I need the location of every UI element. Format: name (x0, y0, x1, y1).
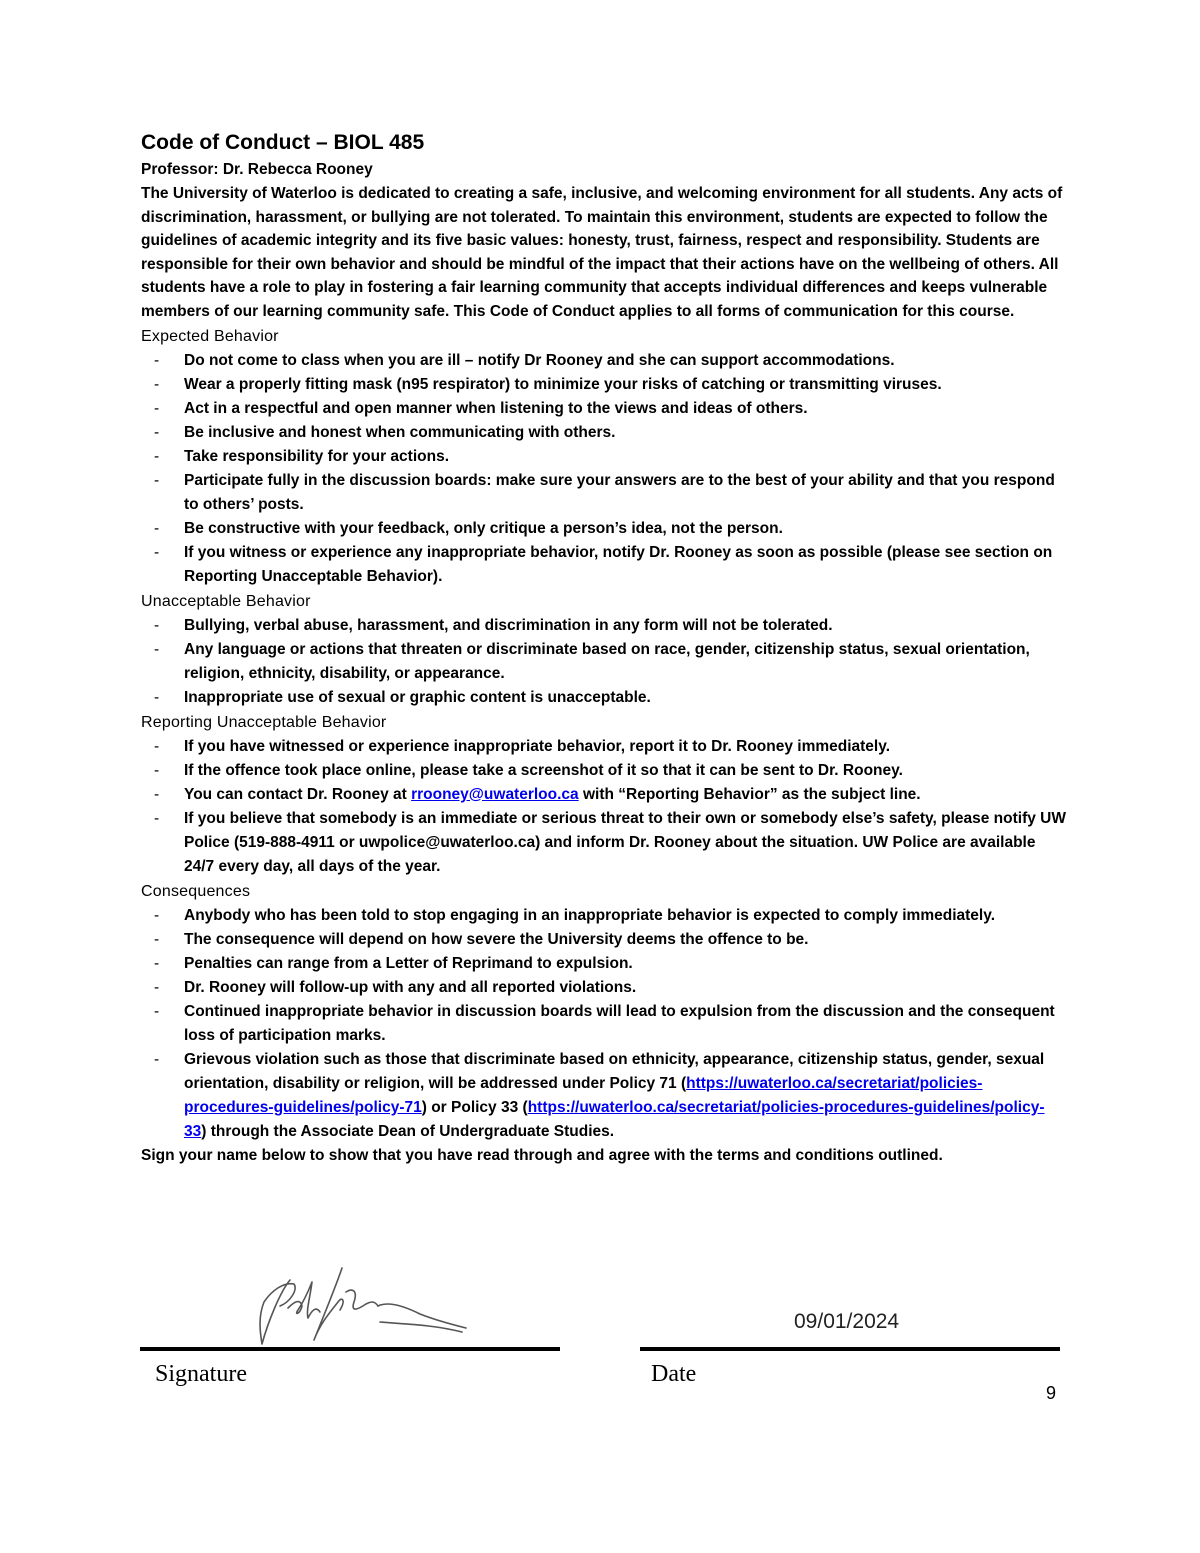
list-item (141, 904, 1066, 928)
list-item (141, 928, 1066, 952)
bullet-dash: - (154, 954, 160, 972)
list-item-text: Continued inappropriate behavior in discussion boards will lead to expulsion from the discussion and the consequent loss of participation marks. (184, 1002, 1055, 1044)
list-item-text: ) or Policy 33 ( (421, 1098, 528, 1116)
professor-line: Professor: Dr. Rebecca Rooney (141, 161, 373, 178)
bullet-dash: - (154, 1002, 160, 1020)
reporting-list (141, 735, 1066, 879)
list-item-text: If you witness or experience any inappropriate behavior, notify Dr. Rooney as soon as possible (please see section on Reporting Unacceptable Behavior). (184, 543, 1053, 585)
section-heading-unacceptable: Unacceptable Behavior (141, 592, 311, 610)
section-heading-expected: Expected Behavior (141, 327, 279, 345)
bullet-dash: - (154, 809, 160, 827)
bullet-dash: - (154, 616, 160, 634)
list-item (141, 421, 1066, 445)
bullet-dash: - (154, 471, 160, 489)
list-item (141, 807, 1066, 879)
handwritten-signature (250, 1262, 480, 1350)
list-item (141, 686, 1066, 710)
list-item (141, 614, 1066, 638)
list-item-text: Dr. Rooney will follow-up with any and all reported violations. (184, 978, 637, 996)
signed-date: 09/01/2024 (794, 1310, 900, 1333)
closing-instruction: Sign your name below to show that you have read through and agree with the terms and conditions outlined. (141, 1146, 943, 1164)
email-link[interactable]: rrooney@uwaterloo.ca (411, 785, 579, 803)
document-title: Code of Conduct – BIOL 485 (141, 131, 425, 154)
list-item-text: ) through the Associate Dean of Undergraduate Studies. (201, 1122, 615, 1140)
bullet-dash: - (154, 519, 160, 537)
list-item-text: Participate fully in the discussion boards: make sure your answers are to the best of your ability and that you respond to others’ posts. (184, 471, 1055, 513)
list-item-text: Anybody who has been told to stop engaging in an inappropriate behavior is expected to comply immediately. (184, 906, 996, 924)
bullet-dash: - (154, 543, 160, 561)
date-line (640, 1347, 1060, 1351)
list-item (141, 638, 1066, 686)
signature-label: Signature (155, 1361, 247, 1387)
bullet-dash: - (154, 1050, 160, 1068)
list-item (141, 1048, 1066, 1144)
bullet-dash: - (154, 423, 160, 441)
list-item (141, 1000, 1066, 1048)
list-item-text: If you have witnessed or experience inappropriate behavior, report it to Dr. Rooney immediately. (184, 737, 891, 755)
list-item-text: Penalties can range from a Letter of Reprimand to expulsion. (184, 954, 633, 972)
bullet-dash: - (154, 785, 160, 803)
list-item-text-before-email: You can contact Dr. Rooney at (184, 785, 412, 803)
consequences-list (141, 904, 1066, 1144)
intro-paragraph: The University of Waterloo is dedicated to creating a safe, inclusive, and welcoming environment for all students. Any acts of discrimination, harassment, or bullying are not tolerated. To maintain this environment, students are expected to follow the guidelines of academic integrity and its five basic values: honesty, trust, fairness, respect and responsibility. Students are responsible for their own behavior and should be mindful of the impact that their actions have on the wellbeing of others. All students have a role to play in fostering a fair learning community that accepts individual differences and keeps vulnerable members of our learning community safe. This Code of Conduct applies to all forms of communication for this course. (141, 185, 1063, 320)
bullet-dash: - (154, 906, 160, 924)
list-item-text: Act in a respectful and open manner when listening to the views and ideas of others. (184, 399, 808, 417)
list-item (141, 469, 1066, 517)
signature-line (140, 1347, 560, 1351)
list-item (141, 952, 1066, 976)
list-item-text: The consequence will depend on how severe the University deems the offence to be. (184, 930, 809, 948)
document-body (141, 128, 1066, 1168)
page-number: 9 (1046, 1383, 1057, 1403)
list-item-text: Be constructive with your feedback, only critique a person’s idea, not the person. (184, 519, 783, 537)
bullet-dash: - (154, 737, 160, 755)
bullet-dash: - (154, 978, 160, 996)
list-item (141, 397, 1066, 421)
bullet-dash: - (154, 640, 160, 658)
list-item (141, 783, 1066, 807)
expected-behavior-list (141, 349, 1066, 589)
bullet-dash: - (154, 761, 160, 779)
list-item (141, 976, 1066, 1000)
bullet-dash: - (154, 688, 160, 706)
list-item (141, 735, 1066, 759)
policy-33-link[interactable]: https://uwaterloo.ca/secretariat/policies-procedures-guidelines/policy-33 (184, 1098, 1045, 1140)
list-item (141, 541, 1066, 589)
section-heading-reporting: Reporting Unacceptable Behavior (141, 713, 387, 731)
list-item-text: If the offence took place online, please take a screenshot of it so that it can be sent to Dr. Rooney. (184, 761, 903, 779)
unacceptable-behavior-list (141, 614, 1066, 710)
policy-71-link[interactable]: https://uwaterloo.ca/secretariat/policies-procedures-guidelines/policy-71 (184, 1074, 983, 1116)
list-item-text: Grievous violation such as those that discriminate based on ethnicity, appearance, citizenship status, gender, sexual orientation, disability or religion, will be addressed under Policy 71 ( (184, 1050, 1045, 1092)
list-item-text-after-email: with “Reporting Behavior” as the subject line. (578, 785, 921, 803)
list-item-text: Be inclusive and honest when communicating with others. (184, 423, 616, 441)
list-item-text: Do not come to class when you are ill – notify Dr Rooney and she can support accommodations. (184, 351, 895, 369)
list-item-text: Take responsibility for your actions. (184, 447, 449, 465)
list-item (141, 373, 1066, 397)
list-item-text: Any language or actions that threaten or discriminate based on race, gender, citizenship status, sexual orientation, religion, ethnicity, disability, or appearance. (184, 640, 1030, 682)
bullet-dash: - (154, 399, 160, 417)
list-item-text: Bullying, verbal abuse, harassment, and discrimination in any form will not be tolerated. (184, 616, 833, 634)
list-item-text: Wear a properly fitting mask (n95 respirator) to minimize your risks of catching or transmitting viruses. (184, 375, 942, 393)
bullet-dash: - (154, 447, 160, 465)
list-item-text: If you believe that somebody is an immediate or serious threat to their own or somebody else’s safety, please notify UW Police (519-888-4911 or uwpolice@uwaterloo.ca) and inform Dr. Rooney about the situation. UW Police are available 24/7 every day, all days of the year. (184, 809, 1066, 875)
section-heading-consequences: Consequences (141, 882, 251, 900)
list-item (141, 349, 1066, 373)
list-item (141, 445, 1066, 469)
bullet-dash: - (154, 351, 160, 369)
bullet-dash: - (154, 375, 160, 393)
bullet-dash: - (154, 930, 160, 948)
list-item (141, 759, 1066, 783)
list-item (141, 517, 1066, 541)
list-item-text: Inappropriate use of sexual or graphic content is unacceptable. (184, 688, 651, 706)
date-label: Date (651, 1361, 697, 1387)
